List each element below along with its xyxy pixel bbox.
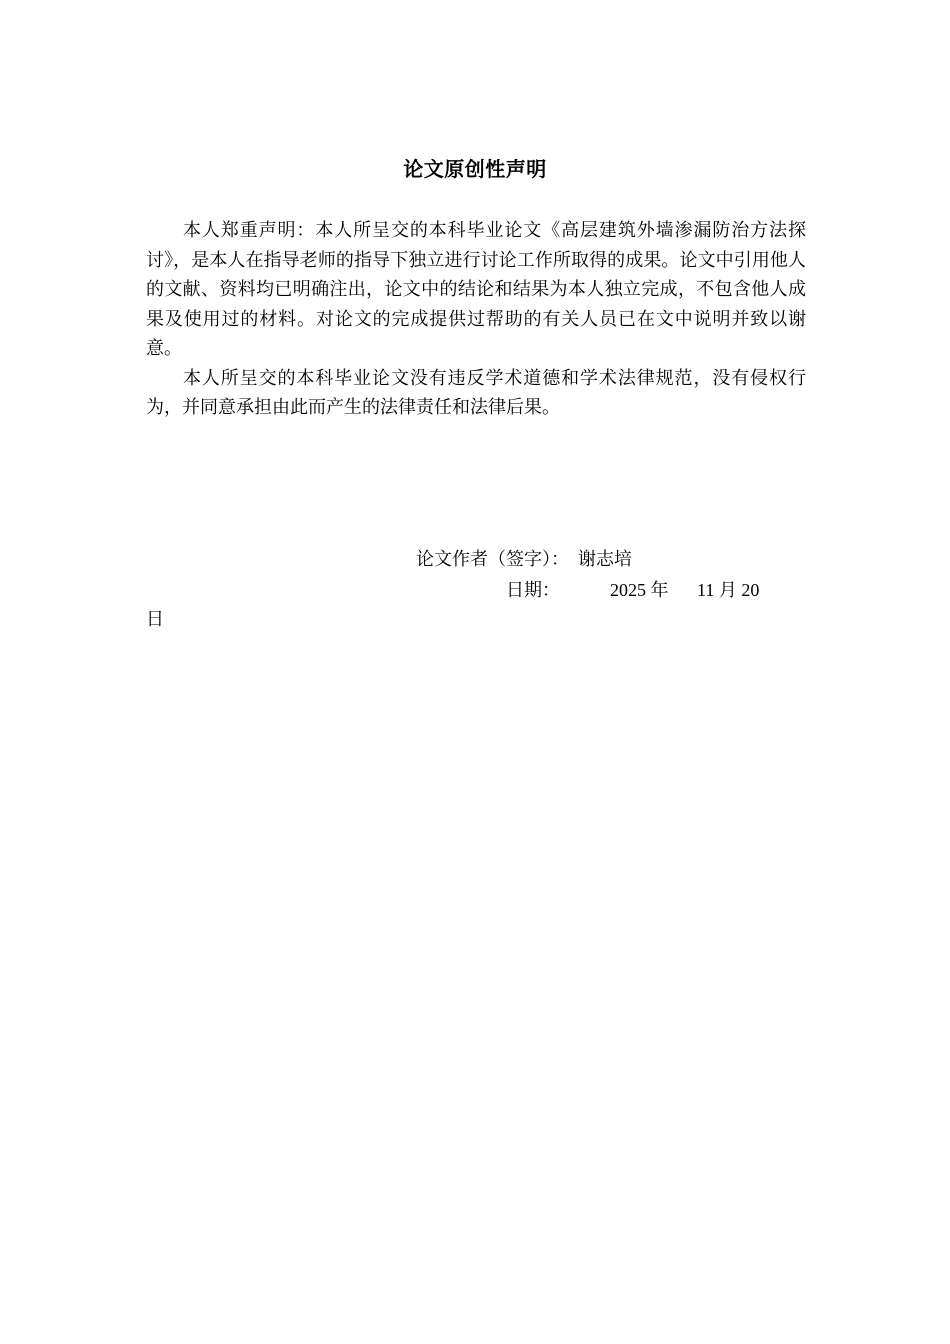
document-title: 论文原创性声明 (403, 157, 547, 181)
date-label: 日期： (506, 580, 560, 600)
date-month-day: 11 月 20 (697, 580, 760, 600)
date-year: 2025 年 (610, 580, 669, 600)
declaration-paragraph-2: 本人所呈交的本科毕业论文没有违反学术道德和学术法律规范，没有侵权行为，并同意承担由此而产生的法律责任和法律后果。 (146, 367, 806, 417)
author-signature-line: 论文作者（签字）： 谢志培 (416, 549, 632, 569)
declaration-paragraph-1: 本人郑重声明：本人所呈交的本科毕业论文《高层建筑外墙渗漏防治方法探讨》，是本人在指导老师的指导下独立进行讨论工作所取得的成果。论文中引用他人的文献、资料均已明确注出，论文中的结论和结果为本人独立完成，不包含他人成果及使用过的材料。对论文的完成提供过帮助的有关人员已在文中说明并致以谢意。 (146, 220, 806, 358)
declaration-body (146, 216, 806, 423)
date-day-suffix: 日 (146, 609, 164, 629)
